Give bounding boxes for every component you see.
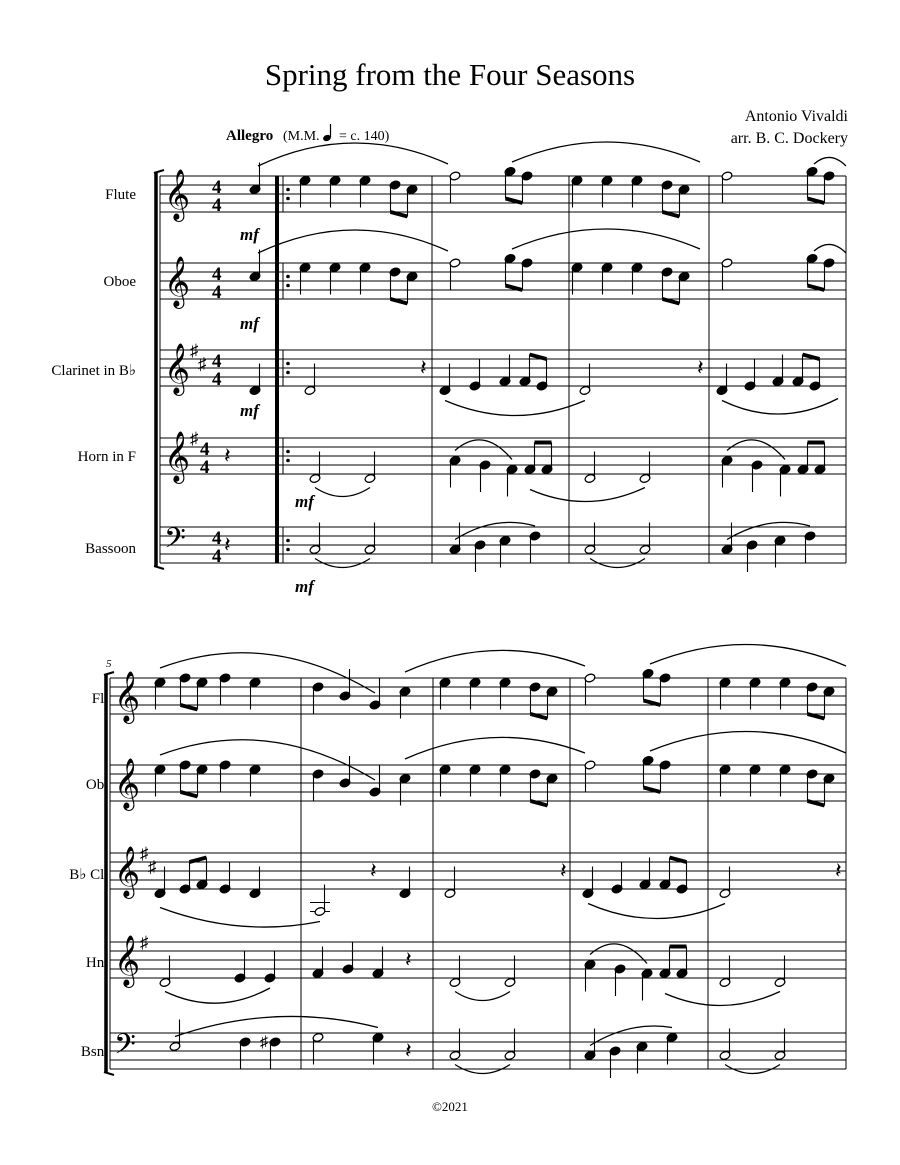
instrument-name-bassoon: Bassoon	[85, 541, 136, 557]
beam	[808, 199, 825, 204]
instrument-name-oboe: Oboe	[103, 274, 136, 290]
repeat-dot	[286, 459, 290, 463]
quarter-rest-icon: 𝄽	[405, 1038, 412, 1063]
beam	[670, 858, 687, 863]
beam	[531, 801, 548, 806]
time-sig-numerator: 4	[212, 528, 222, 549]
repeat-dot	[286, 371, 290, 375]
slur-phrase	[590, 944, 647, 964]
instrument-name-flute: Flute	[105, 187, 136, 203]
slur-phrase	[814, 157, 846, 166]
key-sharp-icon: ♯	[190, 429, 199, 448]
slur-phrase	[530, 488, 645, 502]
treble-clef-icon: 𝄞	[164, 432, 191, 481]
instrument-name-clarinet: Clarinet in B♭	[51, 363, 136, 379]
key-sharp-icon: ♯	[140, 844, 149, 863]
beam	[644, 788, 661, 793]
repeat-dot	[286, 450, 290, 454]
slur-phrase	[455, 522, 535, 539]
notation-layer	[104, 142, 846, 1078]
time-sig-numerator: 4	[212, 351, 222, 372]
metronome-prefix: (M.M.	[282, 129, 320, 144]
slur-phrase	[165, 988, 270, 1003]
slur-phrase	[405, 650, 585, 672]
bracket-hook-top	[104, 672, 114, 675]
time-sig-denominator: 4	[212, 546, 222, 567]
repeat-dot	[286, 188, 290, 192]
slur-phrase	[405, 737, 585, 759]
slur-phrase	[814, 244, 846, 253]
dynamic-bassoon: mf	[295, 577, 314, 596]
beam	[391, 299, 408, 304]
slur-phrase	[650, 644, 846, 666]
quarter-rest-icon: 𝄽	[697, 355, 704, 380]
slur-phrase	[665, 992, 780, 1006]
beam	[181, 792, 198, 797]
beam	[531, 714, 548, 719]
key-sharp-icon: ♯	[140, 933, 149, 952]
slur-phrase	[315, 488, 370, 497]
beam	[644, 701, 661, 706]
beam	[803, 355, 820, 360]
arranger: arr. B. C. Dockery	[730, 130, 848, 147]
beam	[808, 286, 825, 291]
treble-clef-icon: 𝄞	[114, 672, 141, 721]
beam	[506, 199, 523, 204]
treble-clef-icon: 𝄞	[114, 847, 141, 896]
dynamic-oboe: mf	[240, 314, 259, 333]
dynamic-clarinet: mf	[240, 401, 259, 420]
repeat-dot	[286, 197, 290, 201]
slur-phrase	[588, 904, 725, 919]
slur-phrase	[258, 230, 448, 253]
quarter-rest-icon: 𝄽	[370, 858, 377, 883]
quarter-rest-icon: 𝄽	[835, 858, 842, 883]
instrument-abbr-clarinet: B♭ Cl.	[69, 867, 108, 883]
slur-phrase	[512, 229, 700, 249]
quarter-rest-icon: 𝄽	[224, 532, 231, 557]
treble-clef-icon: 𝄞	[164, 344, 191, 393]
slur-phrase	[512, 142, 700, 162]
quarter-rest-icon: 𝄽	[224, 443, 231, 468]
beam	[808, 714, 825, 719]
quarter-rest-icon: 𝄽	[420, 355, 427, 380]
slur-phrase	[727, 522, 810, 539]
repeat-dot	[286, 539, 290, 543]
treble-clef-icon: 𝄞	[164, 257, 191, 306]
time-sig-numerator: 4	[200, 439, 210, 460]
bracket-hook-bottom	[104, 1072, 114, 1075]
treble-clef-icon: 𝄞	[114, 936, 141, 985]
beam	[181, 705, 198, 710]
beam	[530, 355, 547, 360]
beam	[391, 212, 408, 217]
repeat-dot	[286, 284, 290, 288]
bracket-hook-bottom	[154, 566, 164, 569]
instrument-abbr-oboe: Ob.	[85, 777, 108, 793]
slur-phrase	[455, 440, 512, 460]
quarter-rest-icon: 𝄽	[405, 947, 412, 972]
instrument-name-horn: Horn in F	[77, 449, 136, 465]
beam	[663, 299, 680, 304]
instrument-abbr-flute: Fl.	[91, 691, 108, 707]
dynamic-flute: mf	[240, 225, 259, 244]
slur-phrase	[727, 440, 785, 460]
instrument-abbr-horn: Hn.	[85, 955, 108, 971]
time-sig-denominator: 4	[212, 369, 222, 390]
repeat-dot	[286, 548, 290, 552]
repeat-dot	[286, 275, 290, 279]
slur-phrase	[445, 401, 585, 416]
time-sig-denominator: 4	[212, 195, 222, 216]
slur-phrase	[590, 1026, 672, 1046]
composer: Antonio Vivaldi	[744, 108, 848, 125]
slur-phrase	[258, 143, 448, 166]
beam	[506, 286, 523, 291]
key-sharp-icon: ♯	[148, 857, 157, 877]
bass-clef-icon: 𝄢	[114, 1030, 136, 1067]
bracket-hook-top	[154, 170, 164, 173]
treble-clef-icon: 𝄞	[164, 170, 191, 219]
quarter-rest-icon: 𝄽	[560, 858, 567, 883]
bass-clef-icon: 𝄢	[164, 524, 186, 561]
copyright: ©2021	[432, 1099, 468, 1114]
beam	[808, 801, 825, 806]
instrument-abbr-bassoon: Bsn.	[80, 1044, 108, 1060]
repeat-dot	[286, 362, 290, 366]
time-sig-denominator: 4	[212, 282, 222, 303]
key-sharp-icon: ♯	[190, 341, 199, 360]
slur-phrase	[722, 399, 838, 415]
beam	[190, 858, 207, 863]
metronome-value: = c. 140)	[339, 129, 390, 144]
key-sharp-icon: ♯	[198, 354, 207, 374]
time-sig-denominator: 4	[200, 457, 210, 478]
sharp-accidental-icon: ♯	[260, 1034, 268, 1051]
measure-number: 5	[106, 658, 112, 670]
beam	[663, 212, 680, 217]
time-sig-numerator: 4	[212, 264, 222, 285]
treble-clef-icon: 𝄞	[114, 759, 141, 808]
slur-phrase	[455, 992, 510, 1001]
slur-phrase	[160, 908, 320, 928]
score-title: Spring from the Four Seasons	[264, 57, 636, 92]
time-sig-numerator: 4	[212, 177, 222, 198]
slur-phrase	[650, 731, 846, 753]
dynamic-horn: mf	[295, 492, 314, 511]
tempo-word: Allegro	[226, 128, 274, 144]
